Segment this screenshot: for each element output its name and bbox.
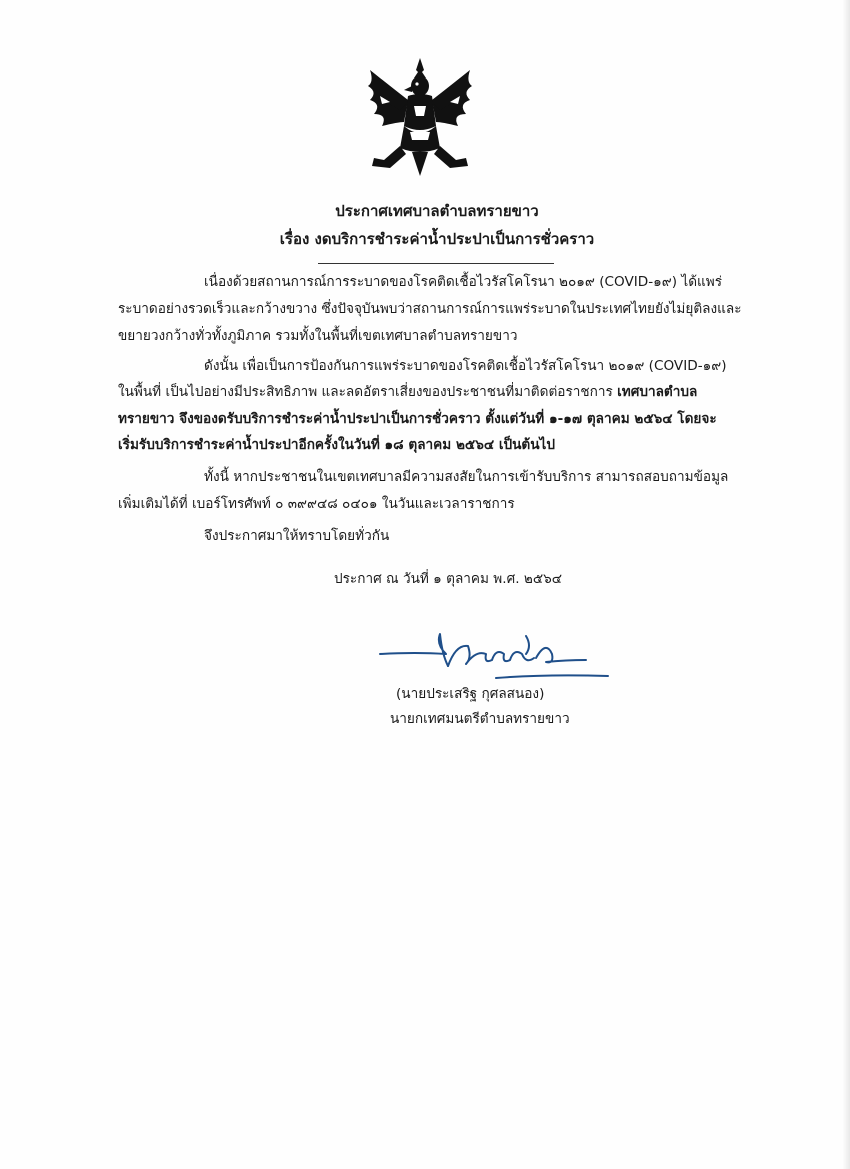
- page-edge-shadow: [842, 0, 850, 1169]
- signatory-name: (นายประเสริฐ กุศลสนอง): [396, 686, 545, 702]
- announcement-subject: เรื่อง งดบริการชำระค่าน้ำประปาเป็นการชั่วคราว: [279, 230, 595, 248]
- announcement-date: ประกาศ ณ วันที่ ๑ ตุลาคม พ.ศ. ๒๕๖๔: [334, 571, 563, 587]
- announcement-title: ประกาศเทศบาลตำบลทรายขาว: [335, 202, 539, 220]
- paragraph-2-line-1: ดังนั้น เพื่อเป็นการป้องกันการแพร่ระบาดของโรคติดเชื้อไวรัสโคโรนา ๒๐๑๙ (COVID-๑๙): [204, 358, 727, 374]
- closing-statement: จึงประกาศมาให้ทราบโดยทั่วกัน: [204, 528, 390, 544]
- paragraph-2-line-2: [118, 383, 697, 401]
- paragraph-1-line-1: เนื่องด้วยสถานการณ์การระบาดของโรคติดเชื้อไวรัสโคโรนา ๒๐๑๙ (COVID-๑๙) ได้แพร่: [204, 274, 723, 290]
- handwritten-signature: [376, 624, 612, 688]
- paragraph-1-line-2: ระบาดอย่างรวดเร็วและกว้างขวาง ซึ่งปัจจุบันพบว่าสถานการณ์การแพร่ระบาดในประเทศไทยยังไม่ยุติลงและ: [118, 301, 742, 317]
- paragraph-2-line-3: ทรายขาว จึงของดรับบริการชำระค่าน้ำประปาเป็นการชั่วคราว ตั้งแต่วันที่ ๑-๑๗ ตุลาคม ๒๕๖๔ โดยจะ: [118, 411, 717, 427]
- paragraph-3-line-1: ทั้งนี้ หากประชาชนในเขตเทศบาลมีความสงสัยในการเข้ารับบริการ สามารถสอบถามข้อมูล: [204, 469, 729, 485]
- paragraph-1-line-3: ขยายวงกว้างทั่วทั้งภูมิภาค รวมทั้งในพื้นที่เขตเทศบาลตำบลทรายขาว: [118, 328, 518, 344]
- title-underline: [318, 263, 554, 264]
- paragraph-2-line-2-text: ในพื้นที่ เป็นไปอย่างมีประสิทธิภาพ และลดอัตราเสี่ยงของประชาชนที่มาติดต่อราชการ: [118, 384, 618, 400]
- garuda-emblem: [360, 56, 480, 178]
- paragraph-3-line-2: เพิ่มเติมได้ที่ เบอร์โทรศัพท์ ๐ ๓๙๙๔๘ ๐๔๐๑ ในวันและเวลาราชการ: [118, 496, 515, 512]
- signatory-position: นายกเทศมนตรีตำบลทรายขาว: [390, 711, 570, 727]
- paragraph-2-line-2-bold: เทศบาลตำบล: [617, 384, 698, 400]
- paragraph-2-line-4: เริ่มรับบริการชำระค่าน้ำประปาอีกครั้งในวันที่ ๑๘ ตุลาคม ๒๕๖๔ เป็นต้นไป: [118, 437, 555, 453]
